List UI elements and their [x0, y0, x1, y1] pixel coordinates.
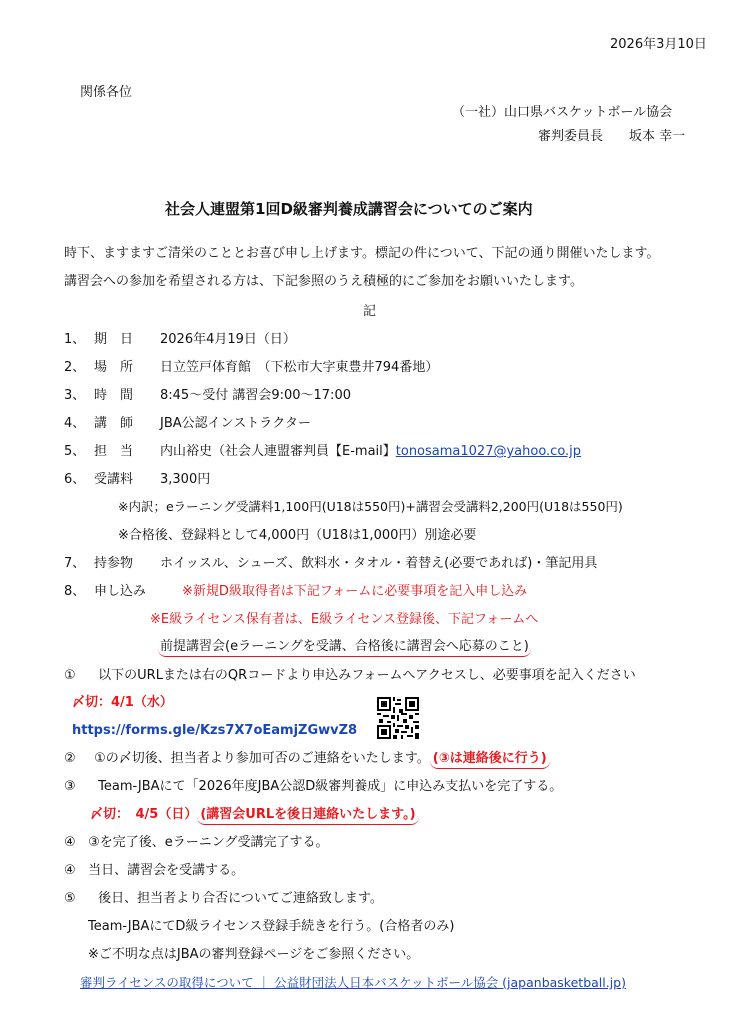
- application-note-e-license: ※E級ライセンス保有者は、E級ライセンス登録後、下記フォームへ: [150, 612, 539, 627]
- jba-referee-license-link[interactable]: 審判ライセンスの取得について ｜ 公益財団法人日本バスケットボール協会 (japanbasketball.jp): [80, 975, 626, 990]
- item-number: 1、: [64, 332, 86, 347]
- ki-heading: 記: [363, 304, 377, 319]
- item-label: 申し込み: [94, 584, 147, 599]
- application-prerequisite: [158, 640, 531, 653]
- item-number: 6、: [64, 472, 86, 487]
- item-label: 場 所: [94, 360, 134, 375]
- item-value: 8:45～受付 講習会9:00～17:00: [160, 388, 351, 403]
- prerequisite-text: 前提講習会(eラーニングを受講、合格後に講習会へ応募のこと): [158, 639, 531, 657]
- step-3: [64, 780, 562, 793]
- step-marker: ③: [64, 779, 76, 794]
- form-url-link[interactable]: https://forms.gle/Kzs7X7oEamjZGwvZ8: [72, 723, 358, 738]
- step-marker: ④: [64, 835, 76, 850]
- fee-note-registration: ※合格後、登録料として4,000円（U18は1,000円）別途必要: [118, 528, 477, 543]
- step-6: [64, 892, 383, 905]
- item-contact: [64, 445, 581, 458]
- step-5: [64, 864, 244, 877]
- intro-line-1: 時下、ますますご清栄のこととお喜び申し上げます。標記の件について、下記の通り開催いたします。: [64, 246, 660, 261]
- contact-email-link[interactable]: tonosama1027@yahoo.co.jp: [395, 444, 582, 459]
- sender-org: （一社）山口県バスケットボール協会: [452, 105, 673, 120]
- step-marker: ②: [64, 751, 76, 766]
- item-value: 内山裕史（社会人連盟審判員【E-mail】: [160, 444, 396, 459]
- step-text: 当日、講習会を受講する。: [88, 863, 245, 878]
- application-note-new: ※新規D級取得者は下記フォームに必要事項を記入申し込み: [182, 584, 528, 599]
- step-text: 後日、担当者より合否についてご連絡致します。: [98, 891, 383, 906]
- item-label: 時 間: [94, 388, 134, 403]
- step-marker: ④: [64, 863, 76, 878]
- deadline-1: 〆切：4/1（水）: [72, 695, 173, 710]
- qr-code-icon[interactable]: [377, 697, 419, 739]
- item-label: 持参物: [94, 556, 134, 571]
- item-number: 5、: [64, 444, 86, 459]
- deadline-2-date: 〆切： 4/5（日）: [90, 807, 198, 822]
- deadline-2: 〆切： 4/5（日） (講習会URLを後日連絡いたします。): [90, 808, 419, 821]
- item-date: [64, 333, 296, 346]
- fee-note-breakdown: ※内訳；eラーニング受講料1,100円(U18は550円)+講習会受講料2,200円(U18は550円): [118, 499, 623, 514]
- item-label: 受講料: [94, 472, 134, 487]
- document-date: 2026年3月10日: [610, 37, 707, 52]
- item-label: 担 当: [94, 444, 134, 459]
- step-2-note: ③は連絡後に行う: [438, 751, 541, 766]
- step-4: [64, 836, 329, 849]
- item-time: [64, 389, 351, 402]
- document-title: 社会人連盟第1回D級審判養成講習会についてのご案内: [165, 200, 533, 218]
- item-instructor: [64, 417, 311, 430]
- item-number: 7、: [64, 556, 86, 571]
- item-label: 講 師: [94, 416, 134, 431]
- item-value: 日立笠戸体育館 （下松市大字東豊井794番地）: [160, 360, 439, 375]
- step-2: ② ①の〆切後、担当者より参加可否のご連絡をいたします。 (③は連絡後に行う): [64, 752, 550, 765]
- step-8: ※ご不明な点はJBAの審判登録ページをご参照ください。: [88, 947, 420, 962]
- sender-name: 審判委員長 坂本 幸一: [538, 129, 686, 144]
- intro-line-2: 講習会への参加を希望される方は、下記参照のうえ積極的にご参加をお願いいたします。: [64, 274, 583, 289]
- step-text: Team-JBAにて「2026年度JBA公認D級審判養成」に申込み支払いを完了する。: [98, 779, 563, 794]
- item-number: 3、: [64, 388, 86, 403]
- item-application: [64, 585, 527, 598]
- step-text: ①の〆切後、担当者より参加可否のご連絡をいたします。: [94, 751, 430, 766]
- item-fee: [64, 473, 210, 486]
- step-marker: ⑤: [64, 891, 76, 906]
- deadline-2-note: 講習会URLを後日連絡いたします。: [206, 807, 410, 822]
- item-belongings: [64, 557, 597, 570]
- item-value: 3,300円: [160, 472, 211, 487]
- step-1: [64, 669, 636, 682]
- item-value: JBA公認インストラクター: [160, 416, 311, 431]
- item-value: 2026年4月19日（日）: [160, 332, 296, 347]
- item-value: ホイッスル、シューズ、飲料水・タオル・着替え(必要であれば)・筆記用具: [160, 556, 598, 571]
- step-text: ③を完了後、eラーニング受講完了する。: [88, 835, 329, 850]
- step-text: 以下のURLまたは右のQRコードより申込みフォームへアクセスし、必要事項を記入ください: [98, 668, 636, 683]
- item-number: 4、: [64, 416, 86, 431]
- item-number: 2、: [64, 360, 86, 375]
- addressee: 関係各位: [80, 85, 133, 100]
- step-7: Team-JBAにてD級ライセンス登録手続きを行う。(合格者のみ): [88, 919, 455, 934]
- item-number: 8、: [64, 584, 86, 599]
- item-label: 期 日: [94, 332, 134, 347]
- item-venue: [64, 361, 438, 374]
- step-marker: ①: [64, 668, 76, 683]
